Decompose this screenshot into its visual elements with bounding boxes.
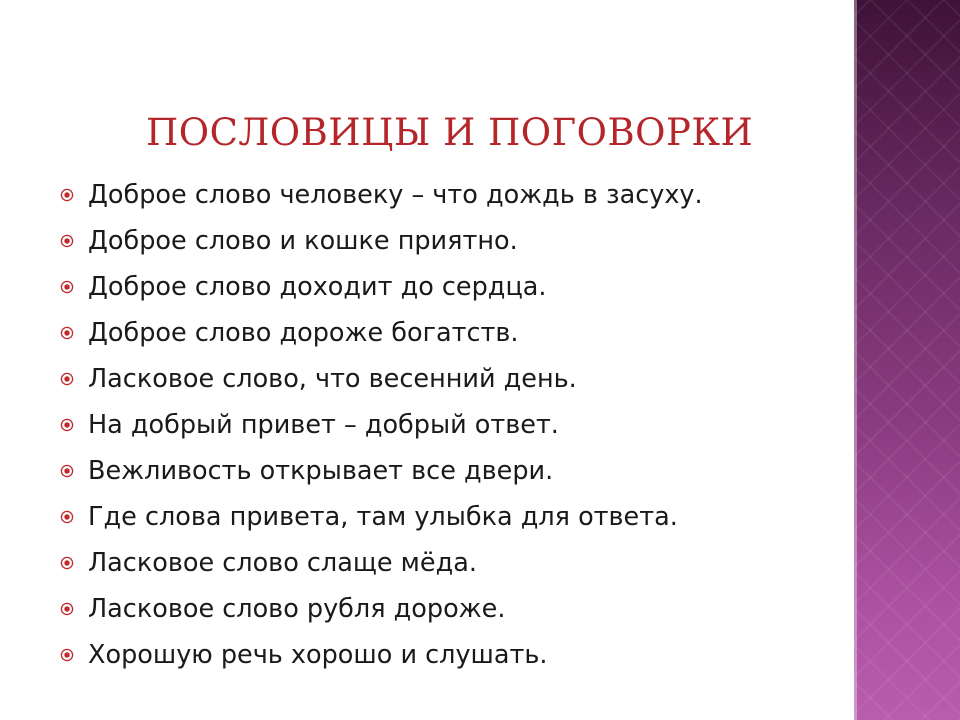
- proverb-item: [58, 586, 848, 632]
- proverb-item: [58, 310, 848, 356]
- proverb-item: [58, 402, 848, 448]
- radio-dot-icon: [60, 418, 74, 432]
- proverb-text: Доброе слово доходит до сердца.: [88, 272, 547, 302]
- slide-title: ПОСЛОВИЦЫ И ПОГОВОРКИ: [146, 111, 754, 154]
- radio-dot-icon: [60, 280, 74, 294]
- radio-dot-icon: [60, 464, 74, 478]
- proverb-item: [58, 494, 848, 540]
- proverb-text: Хорошую речь хорошо и слушать.: [88, 640, 548, 670]
- proverb-text: Ласковое слово рубля дороже.: [88, 594, 506, 624]
- radio-dot-icon: [60, 602, 74, 616]
- radio-dot-icon: [60, 556, 74, 570]
- proverb-item: [58, 356, 848, 402]
- radio-dot-icon: [60, 188, 74, 202]
- proverb-text: Где слова привета, там улыбка для ответа.: [88, 502, 678, 532]
- proverb-text: Вежливость открывает все двери.: [88, 456, 554, 486]
- proverb-text: Доброе слово человеку – что дождь в засуху.: [88, 180, 703, 210]
- proverb-list: [58, 172, 848, 678]
- radio-dot-icon: [60, 234, 74, 248]
- radio-dot-icon: [60, 510, 74, 524]
- decorative-side-band: [854, 0, 960, 720]
- proverb-text: Доброе слово и кошке приятно.: [88, 226, 518, 256]
- proverb-item: [58, 218, 848, 264]
- band-edge-line: [854, 0, 857, 720]
- radio-dot-icon: [60, 648, 74, 662]
- proverb-item: [58, 172, 848, 218]
- radio-dot-icon: [60, 326, 74, 340]
- proverb-text: Ласковое слово слаще мёда.: [88, 548, 477, 578]
- radio-dot-icon: [60, 372, 74, 386]
- proverb-item: [58, 264, 848, 310]
- proverb-text: На добрый привет – добрый ответ.: [88, 410, 559, 440]
- proverb-text: Ласковое слово, что весенний день.: [88, 364, 577, 394]
- proverb-item: [58, 540, 848, 586]
- proverb-item: [58, 632, 848, 678]
- proverb-item: [58, 448, 848, 494]
- proverb-text: Доброе слово дороже богатств.: [88, 318, 519, 348]
